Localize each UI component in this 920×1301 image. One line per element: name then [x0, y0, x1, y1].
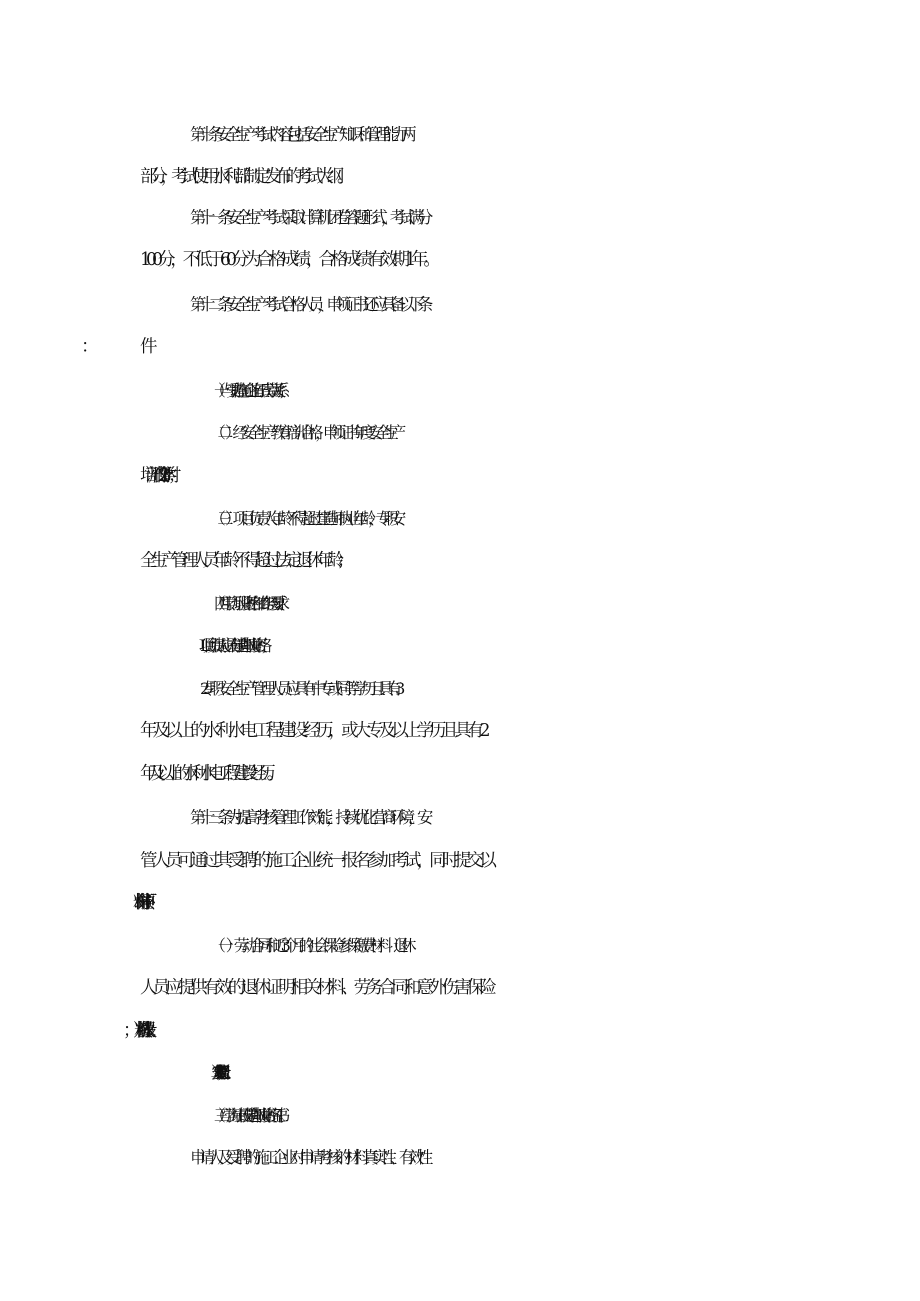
- text-line: 年及以上的水利水电工程建设经历。: [140, 764, 276, 784]
- text-line: （三）项目负责人年龄不得超过建造师执业年龄，专职安: [210, 509, 398, 528]
- text-line: 培训不少于32个学时；: [140, 466, 173, 486]
- text-line: 人员应提供有效的退休证明相关材料、劳务合同和意外伤害保险: [140, 978, 492, 998]
- text-line: [140, 1008, 920, 1054]
- text-line: 全生产管理人员年龄不得超过法定退休年龄；: [140, 551, 348, 571]
- text-line: 年及以上的水利水电工程建设经历，或大专及以上学历且具有2: [140, 721, 486, 741]
- text-line: （一）劳动合同和近3个月的社会保险参保缴费材料（退休: [210, 936, 409, 955]
- text-line: 管人员可通过其受聘的施工企业统一报名参加考试，同时提交以: [140, 851, 492, 871]
- text-line: 第十二条安全生产考试合格人员，申领证书还应具备以下条: [190, 295, 427, 314]
- text-line: （二）安全生产教育培训记录；: [210, 1063, 217, 1082]
- text-line: 第十一条安全生产考试采取计算机闭卷答题形式，考试满分: [190, 208, 427, 227]
- text-line: （三）学历证书或建造师执业资格证书。: [210, 1106, 283, 1125]
- text-line: （二）经安全生产教育培训合格，申领证书年度安全生产: [210, 423, 398, 442]
- text-line: 第十条安全生产考试内容包括安全生产知识和管理能力两: [190, 125, 410, 144]
- text-line: 申请人及受聘的施工企业对申请考核的材料真实性、有效性: [190, 1148, 427, 1167]
- text-line: 部分，考试使用水利部制定发布的考试大纲。: [140, 167, 348, 187]
- text-line: 2.专职安全生产管理人员应具有中专或同等学历且具有3: [200, 679, 398, 698]
- text-line: （一）与受聘施工企业有正式劳动关系；: [210, 381, 283, 400]
- text-line: （四）学历、职业资格和工作经历要求：: [210, 594, 283, 613]
- text-line: L项目负责人应具有建造师执业资格；: [200, 636, 265, 655]
- text-line: 第十三条为提高考核管理工作效能，持续优化营商环境，安: [190, 808, 427, 827]
- text-line: [140, 880, 920, 926]
- text-line: [140, 324, 920, 370]
- text-line: 100分，不低于60分为合格成绩，合格成绩有效期1年。: [140, 250, 436, 270]
